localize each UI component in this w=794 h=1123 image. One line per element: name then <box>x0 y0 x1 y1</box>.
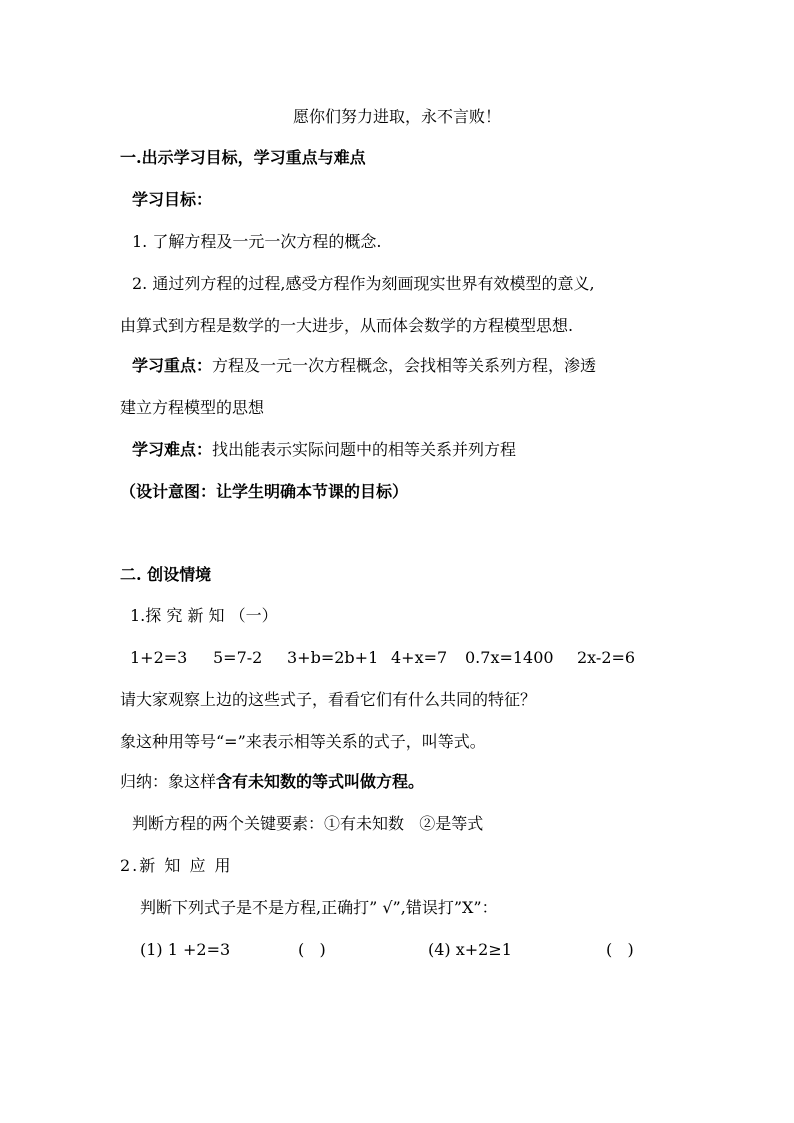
exercise-4-label: (4) x+2≥1 <box>428 940 512 959</box>
goal-2-line-1: 2. 通过列方程的过程,感受方程作为刻画现实世界有效模型的意义, <box>132 274 595 293</box>
expression: 1+2=3 <box>130 648 188 667</box>
equation-definition: 含有未知数的等式叫做方程。 <box>216 772 425 791</box>
exercise-1-blank[interactable]: ( ) <box>298 940 326 959</box>
key-label: 学习重点： <box>132 356 213 375</box>
key-factors: 判断方程的两个关键要素：①有未知数 ②是等式 <box>132 814 484 833</box>
goal-1: 1. 了解方程及一元一次方程的概念. <box>132 232 382 251</box>
expression: 5=7-2 <box>213 648 263 667</box>
design-intent: （设计意图：让学生明确本节课的目标） <box>120 482 409 501</box>
section1-heading: 一.出示学习目标，学习重点与难点 <box>120 148 366 167</box>
difficulty <box>132 440 516 460</box>
summary-prefix: 归纳：象这样 <box>120 772 217 791</box>
apply-title: 2.新 知 应 用 <box>120 856 233 875</box>
motto: 愿你们努力进取，永不言败！ <box>292 107 501 126</box>
exercise-4-blank[interactable]: ( ) <box>606 940 634 959</box>
key-text-line-2: 建立方程模型的思想 <box>120 398 265 417</box>
expression: 2x-2=6 <box>577 648 636 667</box>
equality-definition: 象这种用等号“=”来表示相等关系的式子，叫等式。 <box>120 732 486 751</box>
exercise-1-label: (1) 1 +2=3 <box>140 940 231 959</box>
instruction: 判断下列式子是不是方程,正确打” √”,错误打”X”： <box>140 898 498 917</box>
expression: 0.7x=1400 <box>465 648 554 667</box>
observation-question: 请大家观察上边的这些式子，看看它们有什么共同的特征？ <box>120 690 537 709</box>
expression: 3+b=2b+1 <box>287 648 379 667</box>
expression: 4+x=7 <box>391 648 448 667</box>
explore-title: 1.探 究 新 知 （一） <box>130 606 278 625</box>
goals-label: 学习目标： <box>132 190 213 209</box>
key-points <box>132 356 596 376</box>
key-text-line-1: 方程及一元一次方程概念，会找相等关系列方程，渗透 <box>212 356 597 375</box>
difficulty-text: 找出能表示实际问题中的相等关系并列方程 <box>212 440 517 459</box>
section2-heading: 二. 创设情境 <box>120 565 212 584</box>
goal-2-line-2: 由算式到方程是数学的一大进步，从而体会数学的方程模型思想. <box>120 316 574 335</box>
difficulty-label: 学习难点： <box>132 440 213 459</box>
summary <box>120 772 424 792</box>
